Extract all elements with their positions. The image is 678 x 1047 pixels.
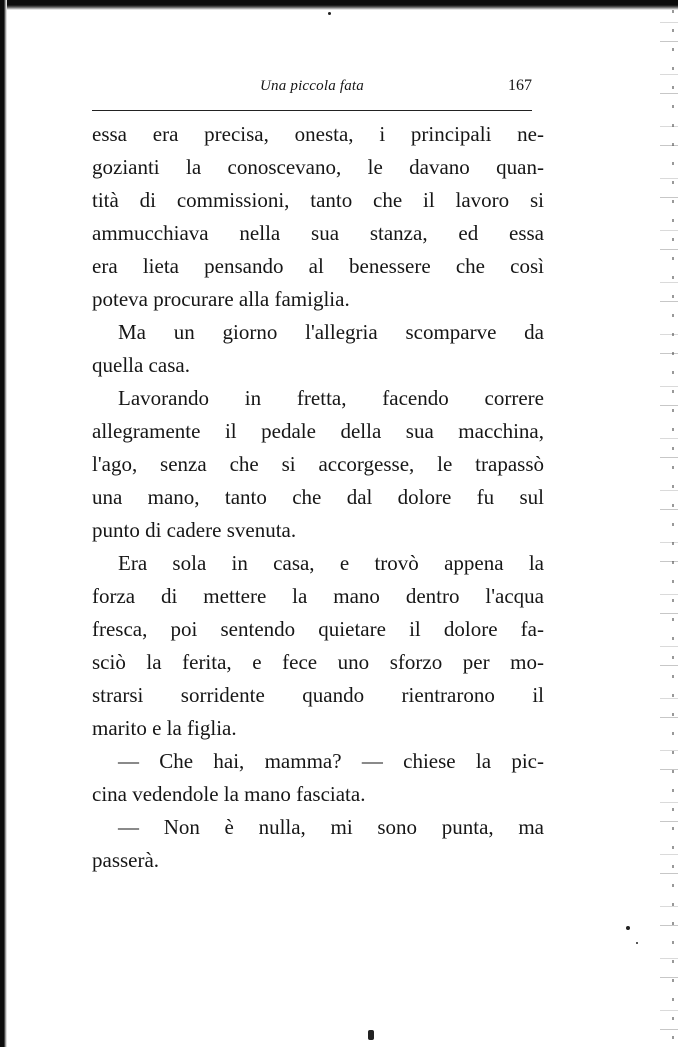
scan-border-left	[0, 0, 7, 1047]
text-line: quella casa.	[92, 353, 190, 377]
text-line: strarsi sorridente quando rientrarono il	[92, 683, 544, 707]
text-line: essa era precisa, onesta, i principali ne-	[92, 122, 544, 146]
text-line: gozianti la conoscevano, le davano quan-	[92, 155, 544, 179]
text-line: Era sola in casa, e trovò appena la	[118, 551, 544, 575]
text-line: l'ago, senza che si accorgesse, le trapassò	[92, 452, 544, 476]
scan-edge-right-marks	[672, 10, 674, 1040]
page-header	[92, 78, 532, 102]
text-line: passerà.	[92, 848, 160, 872]
scan-speck	[368, 1030, 374, 1040]
text-line: Ma un giorno l'allegria scomparve da	[118, 320, 544, 344]
text-line: — Che hai, mamma? — chiese la pic-	[118, 749, 544, 773]
text-line: sciò la ferita, e fece uno sforzo per mo-	[92, 650, 544, 674]
text-line: marito e la figlia.	[92, 716, 237, 740]
text-line: tità di commissioni, tanto che il lavoro si	[92, 188, 544, 212]
text-line: Lavorando in fretta, facendo correre	[118, 386, 544, 410]
body-text	[92, 118, 544, 877]
page-number: 167	[508, 77, 532, 94]
scan-speck	[636, 942, 638, 944]
scan-edge-right	[660, 8, 678, 1047]
header-rule	[92, 110, 532, 111]
text-line: ammucchiava nella sua stanza, ed essa	[92, 221, 544, 245]
text-line: una mano, tanto che dal dolore fu sul	[92, 485, 544, 509]
text-line: — Non è nulla, mi sono punta, ma	[118, 815, 544, 839]
running-title: Una piccola fata	[259, 78, 365, 94]
text-line: fresca, poi sentendo quietare il dolore fa-	[92, 617, 544, 641]
scan-speck	[626, 926, 630, 930]
scan-border-top	[0, 0, 678, 10]
text-line: poteva procurare alla famiglia.	[92, 287, 350, 311]
text-line: allegramente il pedale della sua macchina,	[92, 419, 544, 443]
text-line: cina vedendole la mano fasciata.	[92, 782, 366, 806]
text-line: punto di cadere svenuta.	[92, 518, 297, 542]
text-line: forza di mettere la mano dentro l'acqua	[92, 584, 544, 608]
text-line: era lieta pensando al benessere che così	[92, 254, 544, 278]
scan-speck	[328, 12, 331, 15]
